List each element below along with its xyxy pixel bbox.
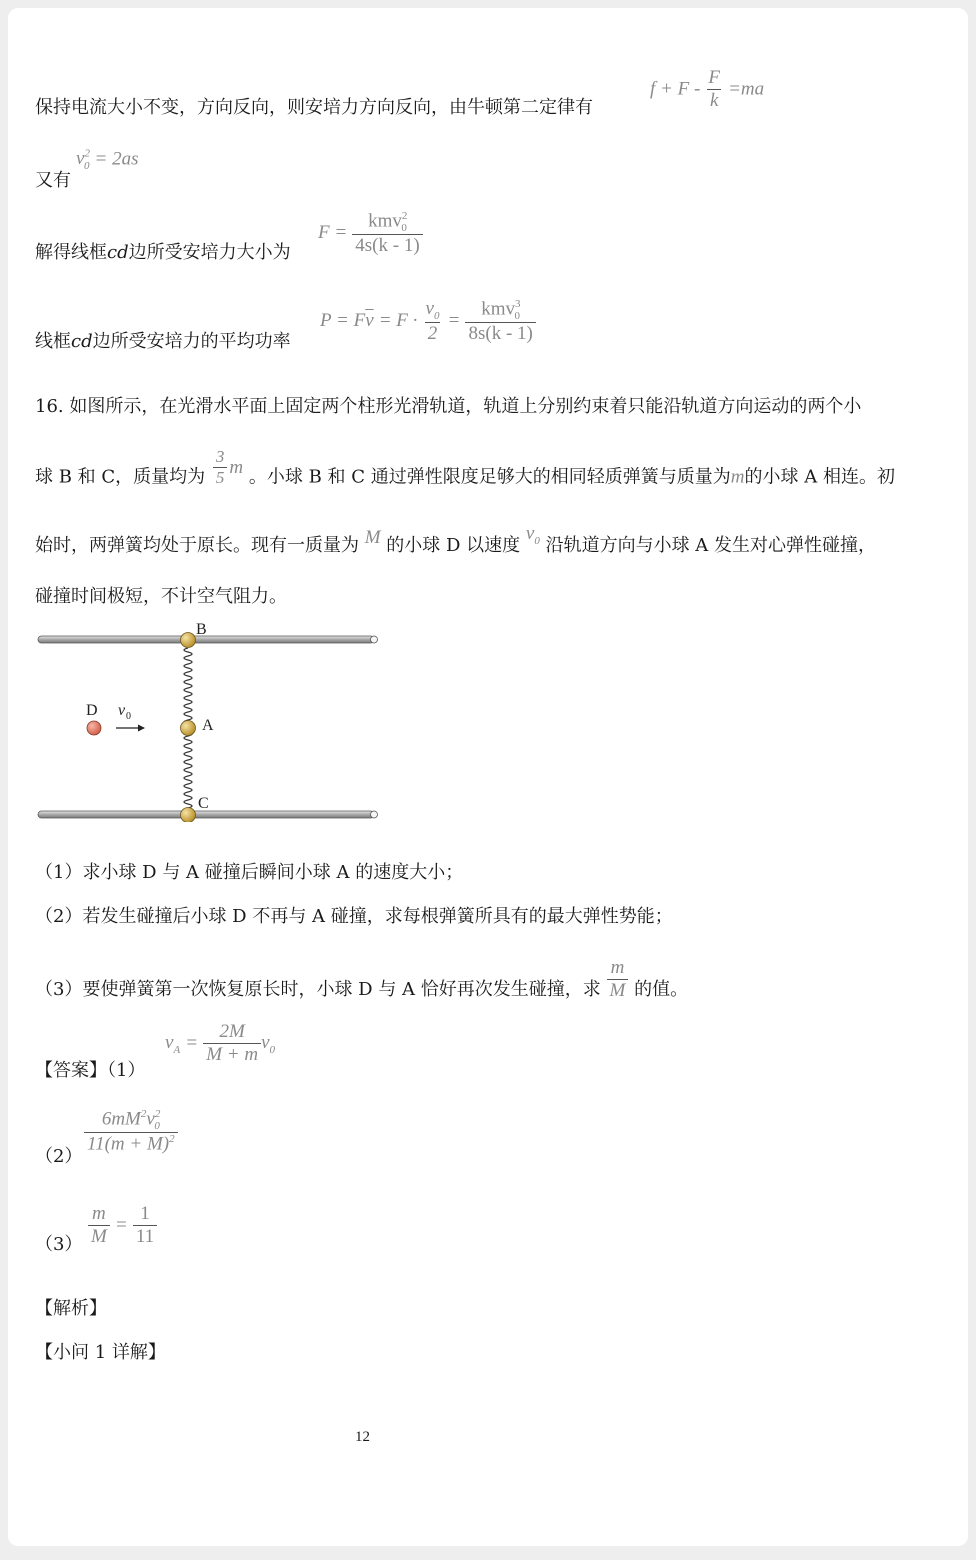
label-b: B (196, 621, 207, 638)
answer-label: 【答案】（1） (35, 1060, 146, 1081)
sub-question-2: （2）若发生碰撞后小球 D 不再与 A 碰撞，求每根弹簧所具有的最大弹性势能； (35, 906, 673, 927)
document-page (8, 8, 968, 1546)
top-rail (38, 636, 378, 643)
text-line-4: 线框cd边所受安培力的平均功率 (35, 331, 291, 352)
mass-fraction: $\frac{3}{5}$ (213, 448, 228, 487)
ratio-fraction: $\frac{m}{M}$ (607, 958, 629, 1002)
text-line-3: 解得线框cd边所受安培力大小为 (35, 242, 291, 263)
answer-2-label: （2） (35, 1146, 83, 1167)
answer-3-formula: $\frac{m}{M}$ = $\frac{1}{11}$ (88, 1204, 157, 1248)
formula-average-power: $P = F\overline{v} = F$ · $\frac{v_0}{2}$ = $\frac{kmv^3_0}{8s(k - 1)}$ (320, 298, 536, 345)
question-16-line-1: 16. 如图所示，在光滑水平面上固定两个柱形光滑轨道，轨道上分别约束着只能沿轨道方向运动的两个小 (35, 396, 862, 417)
question-16-line-4: 碰撞时间极短，不计空气阻力。 (35, 586, 287, 607)
bottom-rail (38, 811, 378, 818)
lower-spring (184, 736, 192, 808)
ball-c (181, 808, 196, 823)
formula-newton-second-law: f + F - $\frac{F}{k}$ =ma (650, 67, 765, 111)
question-16-line-2: 球 B 和 C，质量均为 $\frac{3}{5}$ m 。小球 B 和 C 通过弹性限度足够大的相同轻质弹簧与质量为m的小球 A 相连。初 (35, 447, 895, 488)
ball-d (87, 721, 101, 735)
label-a: A (202, 717, 214, 734)
text-line-1: 保持电流大小不变，方向反向，则安培力方向反向，由牛顿第二定律有 (35, 97, 593, 118)
answer-2-formula: $\frac{6mM^2v^2_0}{11(m + M)^2}$ (84, 1108, 178, 1155)
sub-question-3: （3）要使弹簧第一次恢复原长时，小球 D 与 A 恰好再次发生碰撞，求 $\frac{m}{M}$ 的值。 (35, 957, 689, 1001)
ball-b (181, 633, 196, 648)
formula-kinematics: $v^2_0 = 2as$ (76, 148, 139, 173)
formula-ampere-force: F = $\frac{kmv^2_0}{4s(k - 1)}$ (318, 210, 423, 257)
answer-3-label: （3） (35, 1234, 83, 1255)
label-c: C (198, 795, 209, 812)
velocity-arrow (116, 725, 145, 732)
spring-ball-diagram (36, 612, 386, 822)
detail-label: 【小问 1 详解】 (35, 1342, 166, 1363)
analysis-label: 【解析】 (35, 1298, 107, 1319)
question-16-line-3: 始时，两弹簧均处于原长。现有一质量为 M 的小球 D 以速度 $v_0$ 沿轨道方向与小球 A 发生对心弹性碰撞， (35, 523, 877, 556)
label-v-sub: 0 (126, 711, 131, 722)
ball-a (181, 721, 196, 736)
label-d: D (86, 702, 98, 719)
label-v: v (118, 702, 126, 719)
text-line-2: 又有 (35, 170, 71, 191)
sub-question-1: （1）求小球 D 与 A 碰撞后瞬间小球 A 的速度大小； (35, 862, 464, 883)
page-number: 12 (355, 1429, 370, 1445)
answer-1-formula: $v_A$ = $\frac{2M}{M + m}$ $v_0$ (165, 1021, 275, 1065)
